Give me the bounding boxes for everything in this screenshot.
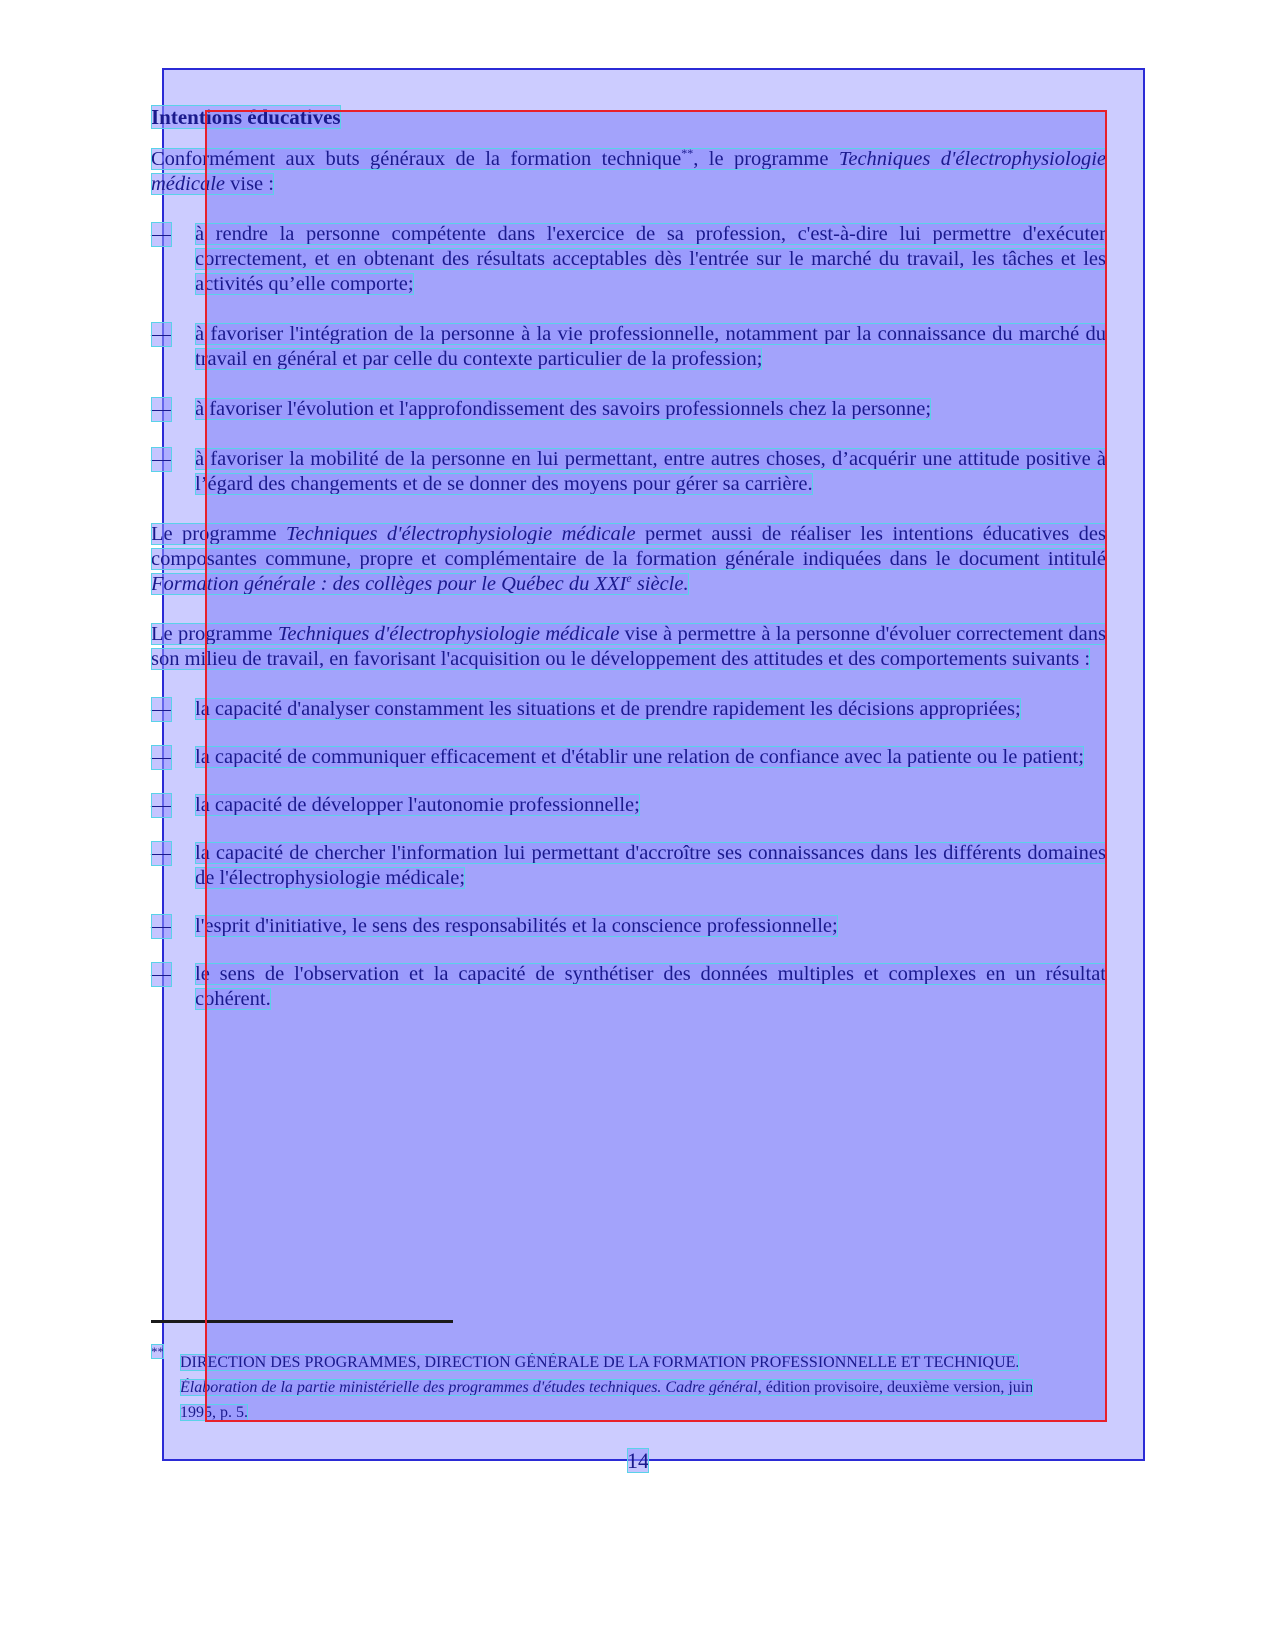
goal-item-4: — à favoriser la mobilité de la personne en lui permettant, entre autres choses, d’acquérir une attitude positive à l’égard des changements et de se donner des moyens pour gérer sa carrière. xyxy=(151,448,1106,495)
goals-list xyxy=(151,222,1106,497)
footnote-reference: ** xyxy=(681,146,694,161)
attitude-item-2: — la capacité de communiquer efficacement et d'établir une relation de confiance avec la patiente ou le patient; xyxy=(151,746,1084,768)
bullet-dash: — xyxy=(151,448,172,470)
page-number: 14 xyxy=(627,1448,649,1473)
attitude-item-4: — la capacité de chercher l'information lui permettant d'accroître ses connaissances dans les différents domaines de l'électrophysiologie médicale; xyxy=(151,842,1106,889)
attitude-item-3: — la capacité de développer l'autonomie professionnelle; xyxy=(151,794,640,816)
bullet-dash: — xyxy=(151,746,172,768)
bullet-dash: — xyxy=(151,698,172,720)
document-body xyxy=(151,105,1106,1035)
footnote-separator xyxy=(151,1320,453,1323)
footnote-marker: ** xyxy=(151,1344,164,1359)
footnote-text: DIRECTION DES PROGRAMMES, DIRECTION GÉNÉRALE DE LA FORMATION PROFESSIONNELLE ET TECHNIQUE. Élaboration de la partie ministérielle des programmes d'études techniques. Cadre général, édition provisoire, deuxième version, juin 1995, p. 5. xyxy=(180,1354,1034,1421)
attitude-item-1: — la capacité d'analyser constamment les situations et de prendre rapidement les décisions appropriées; xyxy=(151,698,1021,720)
attitudes-list xyxy=(151,697,1106,1012)
attitude-item-5: — l'esprit d'initiative, le sens des responsabilités et la conscience professionnelle; xyxy=(151,915,838,937)
bullet-dash: — xyxy=(151,794,172,816)
goal-item-1: — à rendre la personne compétente dans l'exercice de sa profession, c'est-à-dire lui permettre d'exécuter correctement, et en obtenant des résultats acceptables dès l'entrée sur le marché du travail, les tâches et les activités qu’elle comporte; xyxy=(151,223,1106,295)
program-name: Techniques d'électrophysiologie médicale xyxy=(285,523,636,545)
footnote-title: Élaboration de la partie ministérielle des programmes d'études techniques. Cadre général xyxy=(180,1379,758,1396)
program-name: Techniques d'électrophysiologie médicale xyxy=(151,148,1106,195)
bullet-dash: — xyxy=(151,915,172,937)
program-name: Techniques d'électrophysiologie médicale xyxy=(277,623,620,645)
bullet-dash: — xyxy=(151,223,172,245)
document-title: Formation générale : des collèges pour le Québec du XXIe siècle. xyxy=(151,571,689,595)
bullet-dash: — xyxy=(151,323,172,345)
attitude-item-6: — le sens de l'observation et la capacité de synthétiser des données multiples et complexes en un résultat cohérent. xyxy=(151,963,1106,1010)
general-education-paragraph: Le programme Techniques d'électrophysiologie médicale permet aussi de réaliser les intentions éducatives des composantes commune, propre et complémentaire de la formation générale indiquées dans le document intitulé Formation générale : des collèges pour le Québec du XXIe siècle. xyxy=(151,523,1106,595)
bullet-dash: — xyxy=(151,398,172,420)
goal-item-3: — à favoriser l'évolution et l'approfondissement des savoirs professionnels chez la personne; xyxy=(151,398,932,420)
section-title: Intentions éducatives xyxy=(151,105,341,129)
bullet-dash: — xyxy=(151,963,172,985)
bullet-dash: — xyxy=(151,842,172,864)
goal-item-2: — à favoriser l'intégration de la personne à la vie professionnelle, notamment par la connaissance du marché du travail en général et par celle du contexte particulier de la profession; xyxy=(151,323,1106,370)
attitudes-intro-paragraph: Le programme Techniques d'électrophysiologie médicale vise à permettre à la personne d'évoluer correctement dans son milieu de travail, en favorisant l'acquisition ou le développement des attitudes et des comportements suivants : xyxy=(151,623,1106,670)
intro-paragraph: Conformément aux buts généraux de la formation technique**, le programme Techniques d'électrophysiologie médicale vise : xyxy=(151,146,1106,195)
